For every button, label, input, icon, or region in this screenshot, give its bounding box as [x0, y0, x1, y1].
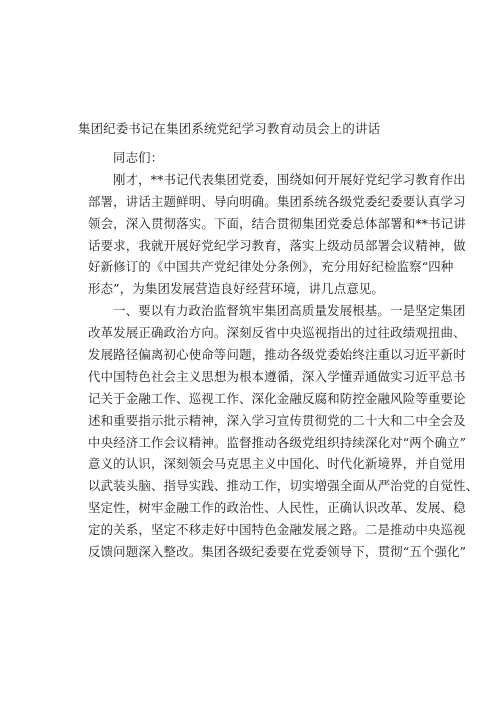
body-text-line: 部署，讲话主题鲜明、导向明确。集团系统各级党委纪委要认真学习 — [88, 193, 466, 209]
body-text-line: 话要求，我就开展好党纪学习教育，落实上级动员部署会议精神，做 — [88, 237, 466, 253]
document-body — [88, 147, 479, 563]
body-text-line: 述和重要指示批示精神，深入学习宣传贯彻党的二十大和二中全会及 — [88, 412, 466, 428]
paragraph-lines — [88, 169, 479, 563]
body-text-line: 改革发展正确政治方向。深刻反省中央巡视指出的过往政绩观扭曲、 — [88, 325, 466, 341]
body-text-line: 坚定性，树牢金融工作的政治性、人民性，正确认识改革、发展、稳 — [88, 500, 466, 516]
body-text-line: 以武装头脑、指导实践、推动工作，切实增强全面从严治党的自觉性、 — [88, 478, 479, 494]
body-text-line: 领会，深入贯彻落实。下面，结合贯彻集团党委总体部署和**书记讲 — [88, 215, 466, 231]
salutation: 同志们： — [113, 150, 164, 165]
body-text-line: 记关于金融工作、巡视工作、深化金融反腐和防控金融风险等重要论 — [88, 390, 466, 406]
body-text-line: 定的关系，坚定不移走好中国特色金融发展之路。二是推动中央巡视 — [88, 522, 466, 538]
body-text-line: 发展路径偏离初心使命等问题，推动各级党委始终注重以习近平新时 — [88, 347, 466, 363]
body-text-line: 形态”，为集团发展营造良好经营环境，讲几点意见。 — [88, 281, 385, 297]
body-text-line: 刚才，**书记代表集团党委，围绕如何开展好党纪学习教育作出 — [113, 171, 466, 187]
document-title: 集团纪委书记在集团系统党纪学习教育动员会上的讲话 — [78, 121, 381, 136]
body-text-line: 代中国特色社会主义思想为根本遵循，深入学懂弄通做实习近平总书 — [88, 368, 466, 384]
body-text-line: 一、要以有力政治监督筑牢集团高质量发展根基。一是坚定集团 — [113, 303, 466, 319]
body-text-line: 意义的认识，深刻领会马克思主义中国化、时代化新境界，并自觉用 — [88, 456, 466, 472]
body-text-line: 好新修订的《中国共产党纪律处分条例》，充分用好纪检监察“四种 — [88, 259, 454, 275]
body-text-line: 中央经济工作会议精神。监督推动各级党组织持续深化对“两个确立” — [88, 434, 467, 450]
body-text-line: 反馈问题深入整改。集团各级纪委要在党委领导下，贯彻“五个强化” — [88, 544, 467, 560]
